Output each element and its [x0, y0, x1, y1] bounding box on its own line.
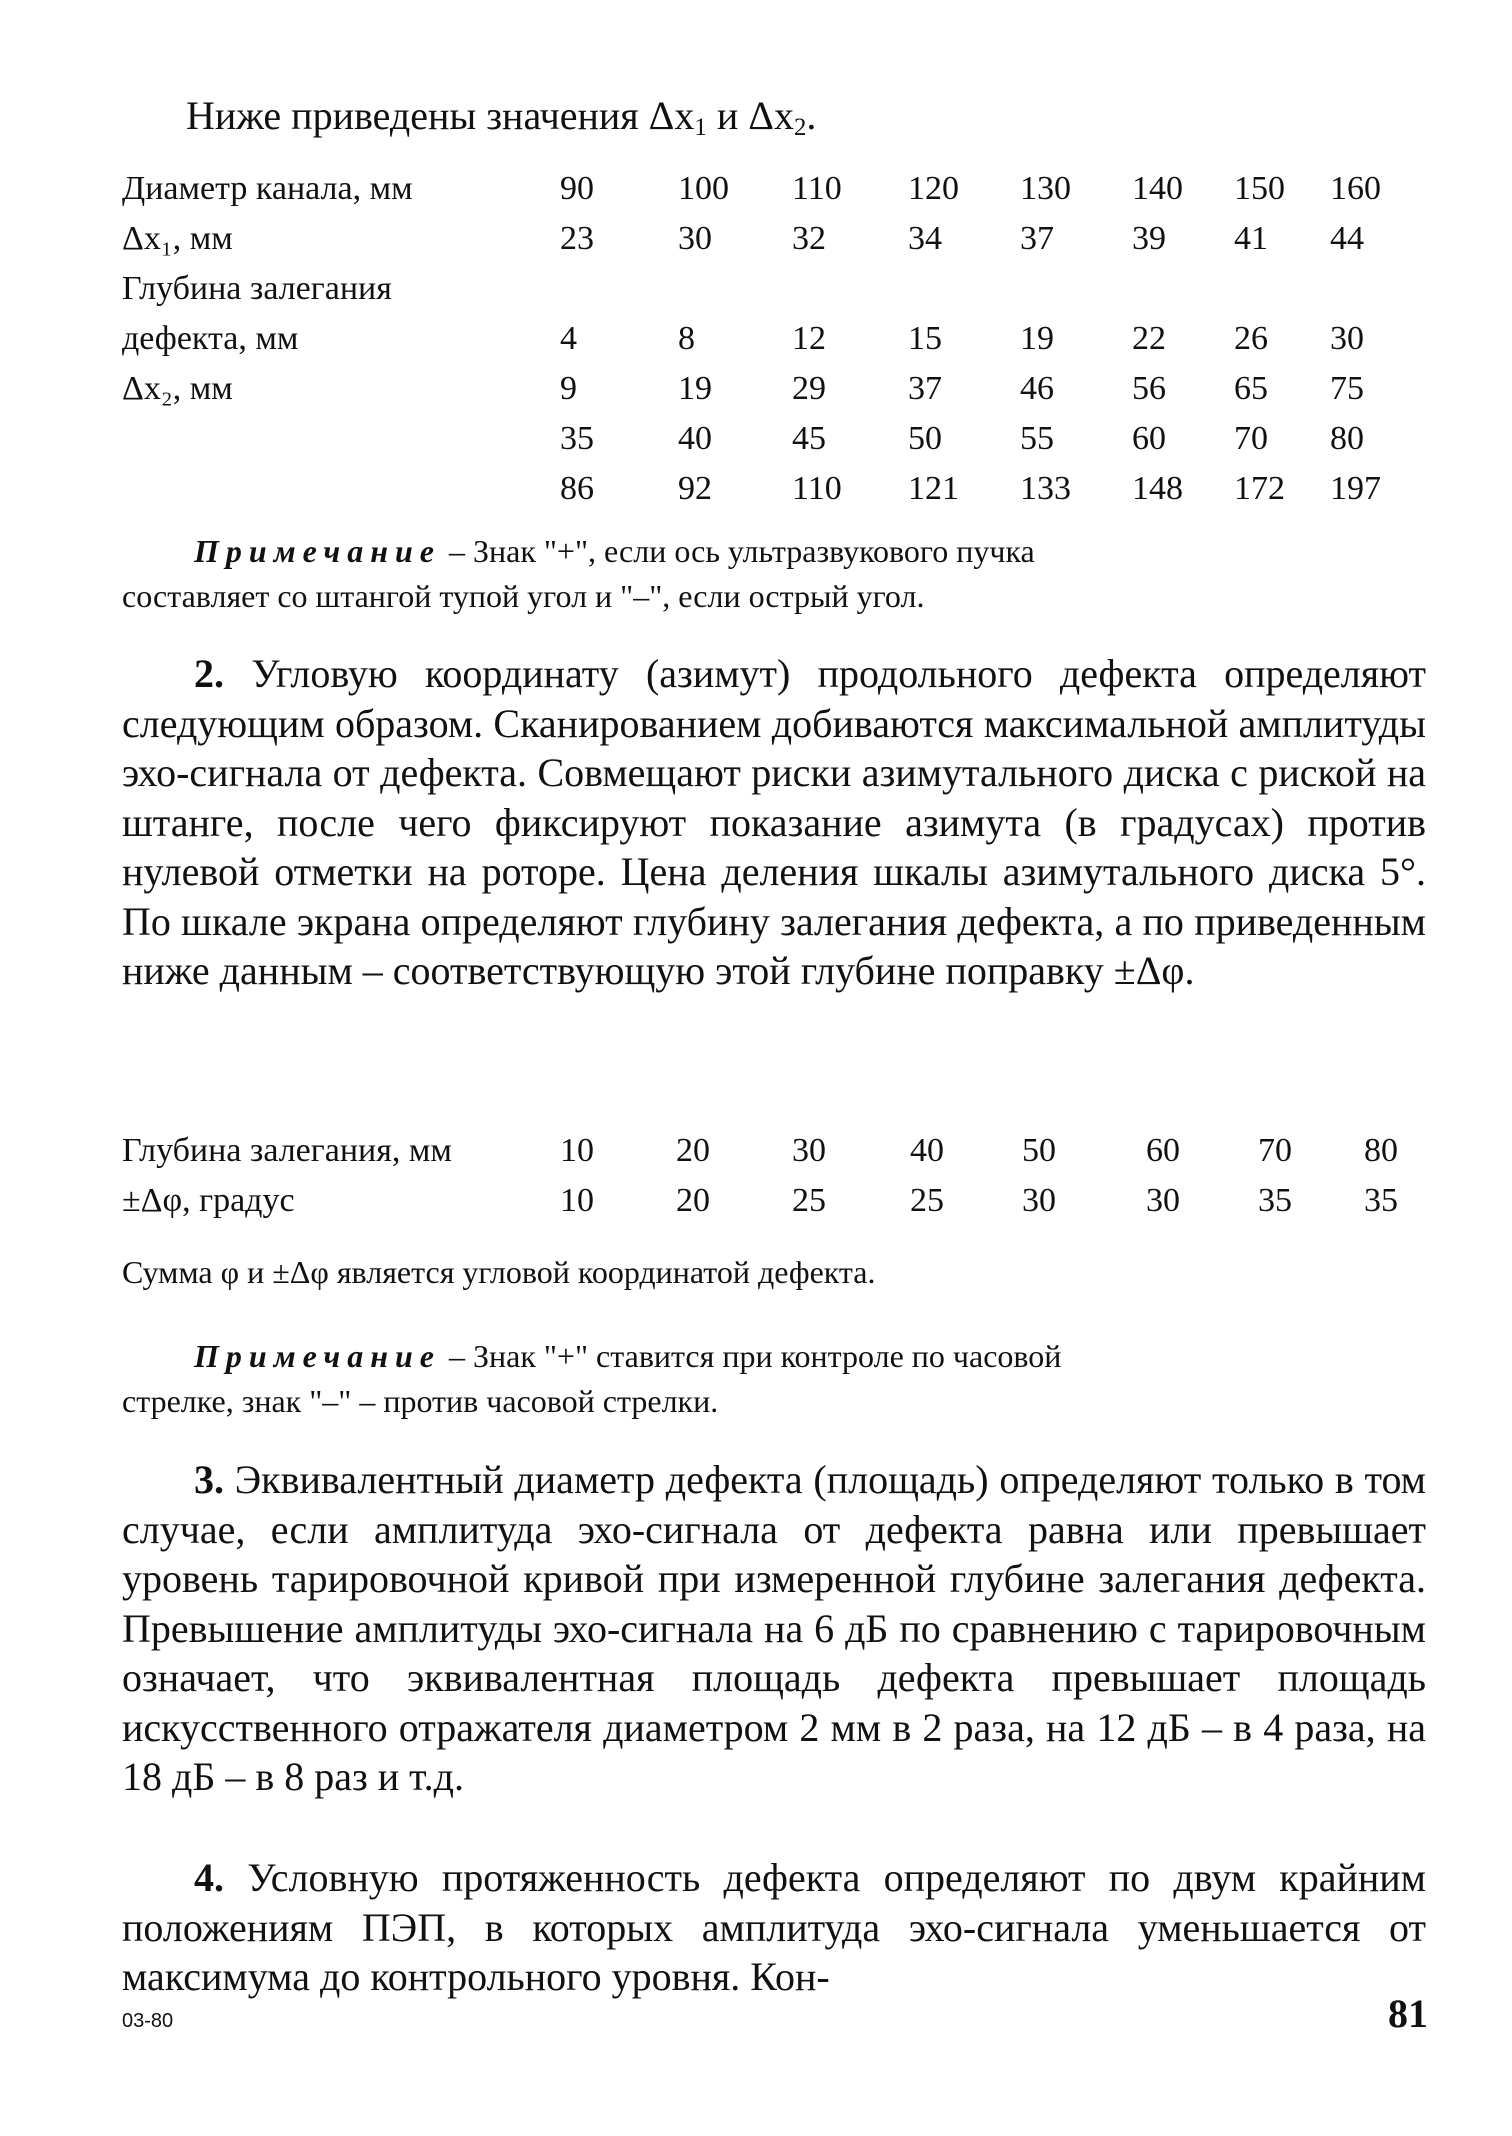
table1-row-label: Δx₁, мм: [122, 220, 233, 257]
note-2-line-1: [122, 1334, 1418, 1379]
table1-cell: 19: [1020, 320, 1054, 357]
table1-cell: 12: [792, 320, 826, 357]
table1-cell: 160: [1330, 170, 1381, 207]
channel-diameter-table: [122, 164, 1418, 514]
paragraph-2: [122, 649, 1426, 996]
table2-row: [122, 1126, 1432, 1176]
table1-cell: 55: [1020, 420, 1054, 457]
table1-cell: 32: [792, 220, 826, 257]
table1-cell: 65: [1234, 370, 1268, 407]
table1-cell: 35: [560, 420, 594, 457]
note-1-label: Примечание: [194, 533, 441, 569]
table1-cell: 37: [1020, 220, 1054, 257]
table1-cell: 30: [678, 220, 712, 257]
table1-cell: 86: [560, 470, 594, 507]
table2-cell: 20: [676, 1132, 710, 1169]
table2-cell: 30: [1022, 1182, 1056, 1219]
paragraph-4-text: Условную протяженность дефекта определяют по двум крайним положениям ПЭП, в которых амплитуда эхо-сигнала уменьшается от максимума до контрольного уровня. Кон-: [122, 1855, 1426, 1999]
table1-cell: 133: [1020, 470, 1071, 507]
table2-cell: 25: [792, 1182, 826, 1219]
table1-row: [122, 214, 1418, 264]
table1-cell: [792, 264, 908, 314]
table1-cell: 130: [1020, 170, 1071, 207]
table1-cell: 34: [908, 220, 942, 257]
table2-cell: 50: [1022, 1132, 1056, 1169]
note-2-line-2: стрелке, знак "–" – против часовой стрелки.: [122, 1383, 719, 1419]
note-1: [122, 529, 1418, 619]
table2-cell: 35: [1258, 1182, 1292, 1219]
table2-cell: 80: [1364, 1132, 1398, 1169]
intro-subscript-2: 2: [793, 114, 807, 142]
table1-cell: 19: [678, 370, 712, 407]
table1-cell: [678, 264, 792, 314]
note-2: [122, 1334, 1418, 1424]
footer-code: 03-80: [122, 2010, 174, 2032]
table1-cell: 75: [1330, 370, 1364, 407]
table1-cell: 121: [908, 470, 959, 507]
note-2-text-1: – Знак "+" ставится при контроле по часовой: [440, 1338, 1062, 1374]
table1-cell: [1020, 264, 1132, 314]
table1-cell: 70: [1234, 420, 1268, 457]
intro-end: .: [806, 93, 817, 138]
table2-cell: 70: [1258, 1132, 1292, 1169]
table1-cell: [1234, 264, 1330, 314]
table2-cell: 10: [560, 1182, 594, 1219]
table1-cell: [1330, 264, 1418, 314]
intro-line: [186, 92, 816, 142]
table1-cell: 9: [560, 370, 577, 407]
table1-row-label: Диаметр канала, мм: [122, 170, 413, 207]
table2-row-label: Глубина залегания, мм: [122, 1132, 452, 1169]
table2-cell: 20: [676, 1182, 710, 1219]
table1-row-label: Глубина залегания: [122, 270, 392, 307]
page-number: 81: [1388, 1991, 1428, 2036]
table1-cell: 50: [908, 420, 942, 457]
table1-row-label: дефекта, мм: [122, 320, 299, 357]
table1-cell: 40: [678, 420, 712, 457]
table1-cell: 41: [1234, 220, 1268, 257]
table2-cell: 30: [1146, 1182, 1180, 1219]
paragraph-3: [122, 1455, 1426, 1802]
table1-row: [122, 164, 1418, 214]
paragraph-2-text: Угловую координату (азимут) продольного дефекта определяют следующим образом. Сканированием добиваются максимальной амплитуды эхо-сигнала от дефекта. Совмещают риски азимутального диска с риской на штанге, после чего фиксируют показание азимута (в градусах) против нулевой отметки на роторе. Цена деления шкалы азимутального диска 5°. По шкале экрана определяют глубину залегания дефекта, а по приведенным ниже данным – соответствующую этой глубине поправку ±Δφ.: [122, 651, 1426, 993]
paragraph-4: [122, 1853, 1426, 2002]
table2-cell: 60: [1146, 1132, 1180, 1169]
table1-cell: 140: [1132, 170, 1183, 207]
note-2-label: Примечание: [194, 1338, 441, 1374]
table1-row-label: Δx₂, мм: [122, 370, 233, 407]
table1-cell: 15: [908, 320, 942, 357]
table1-cell: 80: [1330, 420, 1364, 457]
table1-row: [122, 364, 1418, 414]
table2-row: [122, 1176, 1432, 1226]
table1-cell: 37: [908, 370, 942, 407]
note-1-text-1: – Знак "+", если ось ультразвукового пучка: [440, 533, 1035, 569]
table1-cell: 100: [678, 170, 729, 207]
paragraph-3-text: Эквивалентный диаметр дефекта (площадь) определяют только в том случае, если амплитуда эхо-сигнала от дефекта равна или превышает уровень тарировочной кривой при измеренной глубине залегания дефекта. Превышение амплитуды эхо-сигнала на 6 дБ по сравнению с тарировочным означает, что эквивалентная площадь дефекта превышает площадь искусственного отражателя диаметром 2 мм в 2 раза, на 12 дБ – в 4 раза, на 18 дБ – в 8 раз и т.д.: [122, 1457, 1426, 1799]
table1-cell: 4: [560, 320, 577, 357]
table1-cell: 30: [1330, 320, 1364, 357]
note-1-line-1: [122, 529, 1418, 574]
intro-subscript-1: 1: [694, 114, 707, 142]
table1-cell: 148: [1132, 470, 1183, 507]
table1-row-label: [122, 464, 560, 514]
table1-cell: 172: [1234, 470, 1285, 507]
table1-cell: 90: [560, 170, 594, 207]
table1-cell: 197: [1330, 470, 1381, 507]
table1-row: [122, 464, 1418, 514]
table1-cell: 110: [792, 170, 842, 207]
table2-cell: 30: [792, 1132, 826, 1169]
table1-cell: [560, 264, 678, 314]
table2-cell: 10: [560, 1132, 594, 1169]
table1-cell: 60: [1132, 420, 1166, 457]
intro-text: Ниже приведены значения Δx: [186, 93, 695, 138]
table2-cell: 35: [1364, 1182, 1398, 1219]
table1-cell: 92: [678, 470, 712, 507]
table1-cell: 26: [1234, 320, 1268, 357]
table1-cell: 150: [1234, 170, 1285, 207]
table1-row-label: [122, 414, 560, 464]
table1-row: [122, 414, 1418, 464]
depth-correction-table: [122, 1126, 1432, 1226]
intro-mid: и Δx: [706, 93, 794, 138]
sum-line: Сумма φ и ±Δφ является угловой координатой дефекта.: [122, 1254, 876, 1290]
table1-cell: 23: [560, 220, 594, 257]
table1-cell: 29: [792, 370, 826, 407]
paragraph-4-number: 4.: [194, 1855, 224, 1900]
paragraph-2-number: 2.: [194, 651, 224, 696]
table2-row-label: ±Δφ, градус: [122, 1182, 295, 1219]
paragraph-3-number: 3.: [194, 1457, 224, 1502]
table1-cell: 45: [792, 420, 826, 457]
table2-cell: 25: [910, 1182, 944, 1219]
table1-cell: 8: [678, 320, 695, 357]
table1-row: [122, 314, 1418, 364]
table1-cell: 22: [1132, 320, 1166, 357]
table1-cell: [908, 264, 1020, 314]
table1-cell: 120: [908, 170, 959, 207]
note-1-line-2: составляет со штангой тупой угол и "–", если острый угол.: [122, 578, 925, 614]
table1-cell: 39: [1132, 220, 1166, 257]
table1-cell: 44: [1330, 220, 1364, 257]
table1-row: [122, 264, 1418, 314]
table1-cell: 56: [1132, 370, 1166, 407]
table1-cell: 110: [792, 470, 842, 507]
table2-cell: 40: [910, 1132, 944, 1169]
table1-cell: [1132, 264, 1234, 314]
table1-cell: 46: [1020, 370, 1054, 407]
